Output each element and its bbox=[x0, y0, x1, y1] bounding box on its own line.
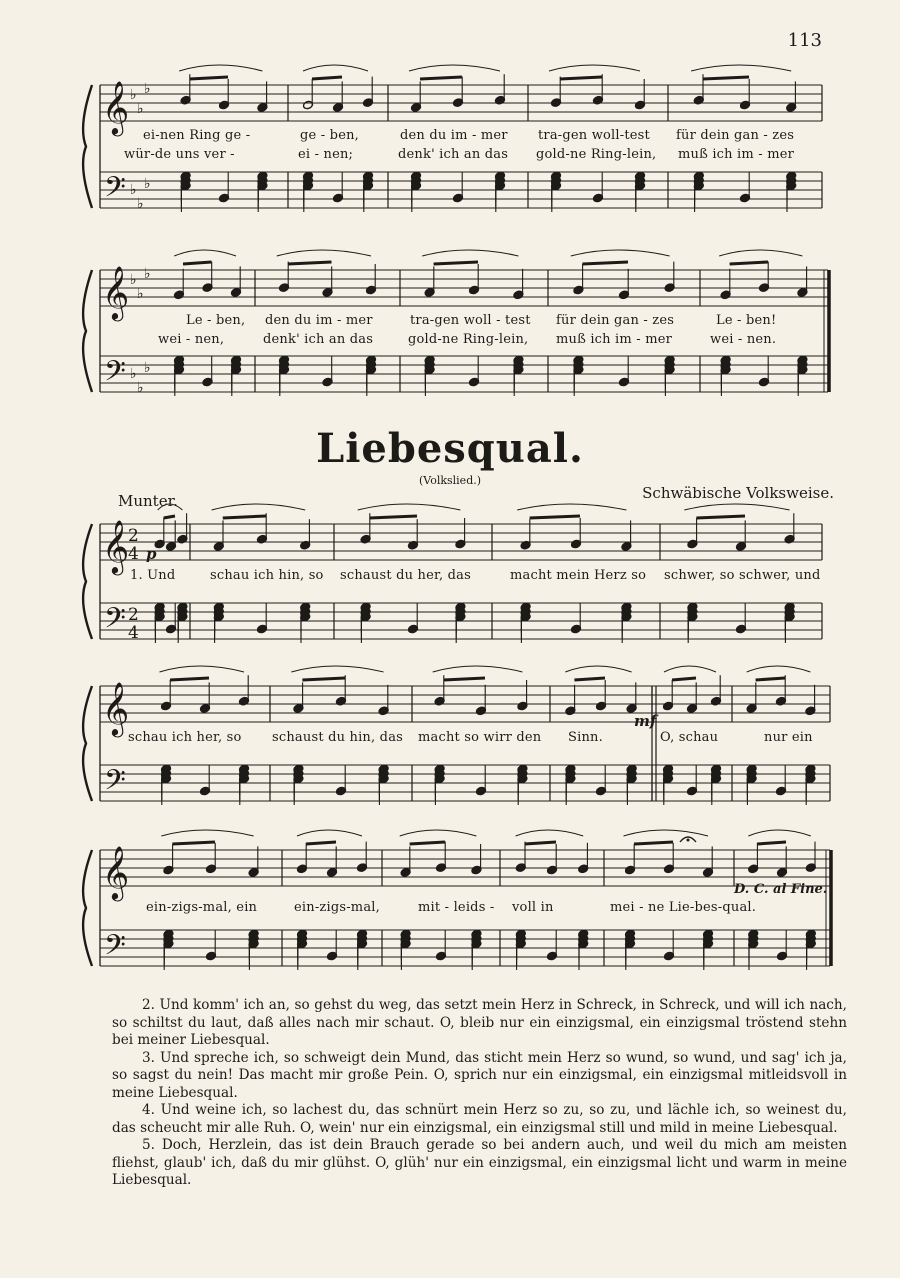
song-title: Liebesqual. bbox=[316, 425, 584, 472]
staff-system-2-key-flat: ♭ bbox=[137, 380, 144, 396]
staff-system-3-slur bbox=[358, 504, 461, 510]
lyric-s1-v1-m1: ei-nen Ring ge - bbox=[143, 128, 251, 143]
staff-system-5-beam bbox=[172, 842, 215, 844]
staff-system-4-beam bbox=[302, 678, 345, 680]
verse-5: 5. Doch, Herzlein, das ist dein Brauch gerade so bei andern auch, und weil du mich am meisten fliehst, glaub' ich, daß du mir glühst. O, glüh' nur ein einzigsmal, ein einzigsmal licht und warm in meine Liebesqual. bbox=[112, 1137, 847, 1188]
staff-system-5-slur bbox=[748, 830, 810, 836]
lyric-s2-v1-m5: Le - ben! bbox=[716, 313, 777, 328]
dc-al-fine: D. C. al Fine. bbox=[734, 882, 828, 897]
lyric-s2-v2-m5: wei - nen. bbox=[710, 332, 777, 347]
staff-system-2-beam bbox=[183, 262, 212, 264]
lyric-s4-m4: Sinn. bbox=[568, 730, 603, 745]
staff-system-1-beam bbox=[560, 77, 602, 79]
tempo-marking: Munter. bbox=[118, 492, 178, 510]
staff-system-3-beam bbox=[164, 516, 175, 518]
staff-system-3-beam bbox=[696, 516, 745, 518]
staff-system-4-slur bbox=[291, 666, 383, 672]
lyric-s4-m3: macht so wirr den bbox=[418, 730, 542, 745]
staff-system-2-brace bbox=[83, 270, 92, 392]
lyric-s5-m1: ein-zigs-mal, ein bbox=[146, 900, 258, 915]
staff-system-4-beam bbox=[672, 678, 696, 680]
staff-system-1-key-flat: ♭ bbox=[144, 81, 151, 97]
staff-system-1-beam bbox=[703, 77, 749, 79]
staff-system-3-beam bbox=[370, 516, 417, 518]
staff-system-2-treble-clef: 𝄞 bbox=[102, 265, 130, 319]
staff-system-4-slur bbox=[747, 666, 811, 672]
staff-system-2-bass-clef: 𝄢 bbox=[104, 355, 126, 395]
staff-system-1-key-flat: ♭ bbox=[144, 176, 151, 192]
staff-system-2-slur bbox=[422, 250, 518, 256]
verse-4: 4. Und weine ich, so lachest du, das schnürt mein Herz so zu, so zu, und lächle ich, so weinest du, das scheucht mir alle Ruh. O, wein' nur ein einzigsmal, ein einzigsmal still und mild in meine Liebesqual. bbox=[112, 1102, 847, 1136]
staff-system-5-beam bbox=[410, 842, 445, 844]
lyric-s1-v2-m1: wür-de uns ver - bbox=[124, 147, 235, 162]
staff-system-2-slur bbox=[719, 250, 802, 256]
staff-system-4-bass-clef: 𝄢 bbox=[104, 764, 126, 804]
staff-system-5-slur bbox=[400, 830, 477, 836]
staff-system-1-key-flat: ♭ bbox=[137, 196, 144, 212]
staff-system-1-bass-clef: 𝄢 bbox=[104, 171, 126, 211]
lyric-s1-v1-m4: tra-gen woll-test bbox=[538, 128, 650, 143]
staff-system-5-beam bbox=[525, 842, 556, 844]
staff-system-2-key-flat: ♭ bbox=[144, 266, 151, 282]
staff-system-3-time-top: 2 bbox=[128, 605, 139, 625]
staff-system-3-beam bbox=[223, 516, 266, 518]
lyric-s1-v2-m4: gold-ne Ring-lein, bbox=[536, 147, 657, 162]
lyric-s3-m3: schaust du her, das bbox=[340, 568, 471, 583]
lyric-s5-m2: ein-zigs-mal, bbox=[294, 900, 380, 915]
staff-system-4-beam bbox=[756, 678, 785, 680]
staff-system-3-time-bottom: 4 bbox=[128, 544, 139, 564]
lyric-s2-v2-m1: wei - nen, bbox=[158, 332, 225, 347]
song-subtitle: (Volkslied.) bbox=[418, 474, 482, 487]
fermata-dot bbox=[687, 839, 690, 842]
staff-system-3-bass-clef: 𝄢 bbox=[104, 602, 126, 642]
lyric-s1-v2-m3: denk' ich an das bbox=[398, 147, 509, 162]
staff-system-2-beam bbox=[434, 262, 478, 264]
staff-system-2-key-flat: ♭ bbox=[144, 360, 151, 376]
lyric-s3-m4: macht mein Herz so bbox=[510, 568, 647, 583]
verse-3: 3. Und spreche ich, so schweigt dein Mund, das sticht mein Herz so wund, so wund, und sag' ich ja, so sagst du nein! Das macht mir große Pein. O, sprich nur ein einzigsmal, ein einzigsmal mitleidsvoll in meine Liebesqual. bbox=[112, 1049, 847, 1101]
staff-system-2-key-flat: ♭ bbox=[137, 286, 144, 302]
staff-system-2-key-flat: ♭ bbox=[130, 366, 137, 382]
staff-system-1-beam bbox=[420, 77, 462, 79]
lyric-s2-v1-m1: Le - ben, bbox=[186, 313, 246, 328]
staff-system-3-treble-clef: 𝄞 bbox=[102, 519, 130, 573]
lyric-s1-v1-m2: ge - ben, bbox=[300, 128, 359, 143]
lyric-s2-v2-m3: gold-ne Ring-lein, bbox=[408, 332, 529, 347]
lyric-s2-v1-m4: für dein gan - zes bbox=[556, 313, 675, 328]
lyric-s4-m6: nur ein bbox=[764, 730, 813, 745]
lyric-s5-m4: voll in bbox=[512, 900, 554, 915]
staff-system-4-slur bbox=[433, 666, 523, 672]
lyric-s5-m3: mit - leids - bbox=[418, 900, 495, 915]
staff-system-4-slur bbox=[664, 666, 716, 672]
staff-system-5-beam bbox=[306, 842, 336, 844]
staff-system-1-slur bbox=[691, 65, 791, 71]
staff-system-1-slur bbox=[179, 65, 262, 71]
additional-verses bbox=[112, 997, 847, 1190]
staff-system-2-beam bbox=[582, 262, 628, 264]
staff-system-5-slur bbox=[516, 830, 584, 836]
staff-system-4-slur bbox=[565, 666, 631, 672]
staff-system-4-slur bbox=[160, 666, 245, 672]
staff-system-5-brace bbox=[83, 850, 92, 966]
staff-system-5-treble-clef: 𝄞 bbox=[102, 845, 130, 899]
staff-system-3-slur bbox=[517, 504, 626, 510]
staff-system-1-key-flat: ♭ bbox=[130, 87, 137, 103]
staff-system-2-slur bbox=[174, 250, 236, 256]
dynamic-piano: p bbox=[146, 545, 157, 563]
staff-system-2-slur bbox=[277, 250, 371, 256]
lyric-s3-m1: 1. Und bbox=[130, 568, 176, 583]
lyric-s2-v1-m2: den du im - mer bbox=[265, 313, 373, 328]
lyric-s4-m2: schaust du hin, das bbox=[272, 730, 404, 745]
staff-system-3-time-top: 2 bbox=[128, 526, 139, 546]
lyric-s3-m5: schwer, so schwer, und bbox=[664, 568, 821, 583]
staff-system-2-key-flat: ♭ bbox=[130, 272, 137, 288]
lyric-s3-m2: schau ich hin, so bbox=[210, 568, 324, 583]
lyric-s4-m1: schau ich her, so bbox=[128, 730, 242, 745]
page-number: 113 bbox=[787, 30, 822, 51]
staff-system-3-time-bottom: 4 bbox=[128, 623, 139, 643]
lyric-s2-v2-m4: muß ich im - mer bbox=[556, 332, 673, 347]
staff-system-1-slur bbox=[409, 65, 500, 71]
staff-system-4-brace bbox=[83, 686, 92, 801]
staff-system-2-beam bbox=[288, 262, 332, 264]
staff-system-1-treble-clef: 𝄞 bbox=[102, 80, 130, 134]
staff-system-5-bass-clef: 𝄢 bbox=[104, 929, 126, 969]
staff-system-5-beam bbox=[634, 842, 673, 844]
lyric-s1-v2-m5: muß ich im - mer bbox=[678, 147, 795, 162]
staff-system-4-beam bbox=[170, 678, 209, 680]
staff-system-5-slur bbox=[161, 830, 253, 836]
lyric-s5-m5: mei - ne Lie-bes-qual. bbox=[610, 900, 757, 915]
lyric-s4-m5: O, schau bbox=[660, 730, 719, 745]
staff-system-1-brace bbox=[83, 85, 92, 208]
staff-system-1-beam bbox=[312, 77, 342, 79]
staff-system-1-key-flat: ♭ bbox=[130, 182, 137, 198]
staff-system-5-slur bbox=[624, 830, 709, 836]
staff-system-3-beam bbox=[530, 516, 580, 518]
staff-system-1-key-flat: ♭ bbox=[137, 101, 144, 117]
lyric-s1-v1-m5: für dein gan - zes bbox=[676, 128, 795, 143]
staff-system-4-beam bbox=[574, 678, 605, 680]
lyric-s1-v2-m2: ei - nen; bbox=[298, 147, 354, 162]
staff-system-4-treble-clef: 𝄞 bbox=[102, 681, 130, 735]
lyric-s2-v1-m3: tra-gen woll - test bbox=[410, 313, 531, 328]
lyric-s2-v2-m2: denk' ich an das bbox=[263, 332, 374, 347]
lyric-s1-v1-m3: den du im - mer bbox=[400, 128, 508, 143]
composer-credit: Schwäbische Volksweise. bbox=[642, 484, 834, 502]
verse-2: 2. Und komm' ich an, so gehst du weg, das setzt mein Herz in Schreck, in Schreck, und will ich nach, so schiltst du laut, daß alles nach mir schaut. O, bleib nur ein einzigsmal, ein einzigsmal tröstend stehn bei meiner Liebesqual. bbox=[112, 997, 847, 1048]
staff-system-3-slur bbox=[212, 504, 306, 510]
staff-system-2-slur bbox=[571, 250, 670, 256]
staff-system-1-slur bbox=[549, 65, 640, 71]
staff-system-1-slur bbox=[303, 65, 368, 71]
staff-system-5-slur bbox=[297, 830, 362, 836]
staff-system-1-beam bbox=[190, 77, 228, 79]
staff-system-5-beam bbox=[757, 842, 786, 844]
staff-system-3-brace bbox=[83, 524, 92, 639]
staff-system-2-beam bbox=[730, 262, 768, 264]
staff-system-4-beam bbox=[444, 678, 485, 680]
dynamic-mezzoforte: mf bbox=[634, 712, 657, 730]
staff-system-3-slur bbox=[684, 504, 789, 510]
